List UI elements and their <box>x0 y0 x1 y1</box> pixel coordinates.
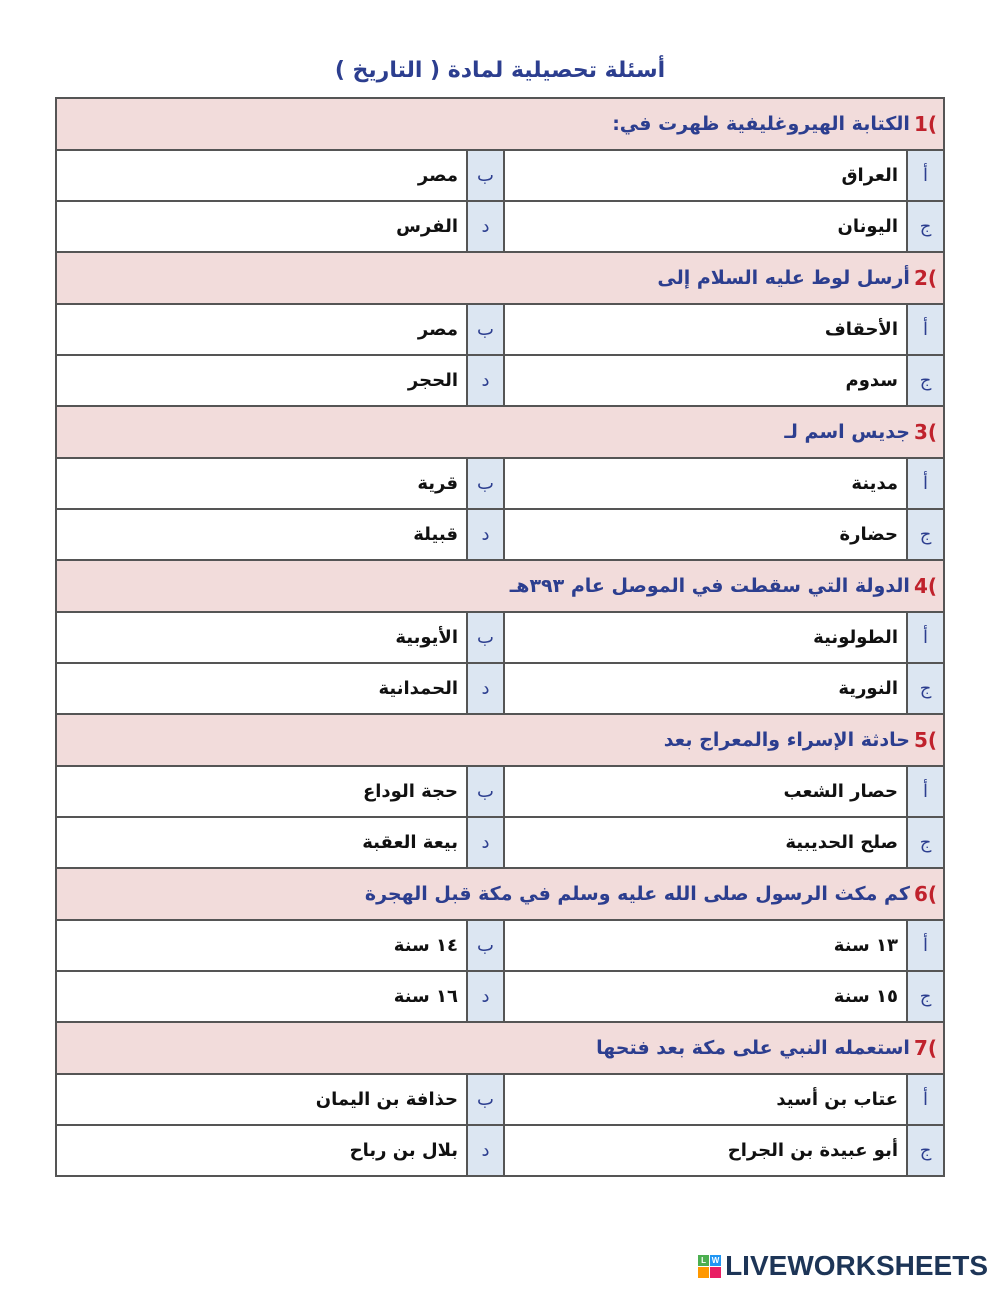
question-text: الكتابة الهيروغليفية ظهرت في: <box>612 113 910 135</box>
option-letter-c: ج <box>906 818 943 867</box>
options-row <box>57 305 943 356</box>
answer-option-c[interactable]: أبو عبيدة بن الجراح <box>503 1126 906 1175</box>
answer-option-c[interactable]: اليونان <box>503 202 906 251</box>
answer-option-a[interactable]: الأحقاف <box>503 305 906 354</box>
answer-option-b[interactable]: مصر <box>417 319 458 340</box>
option-letter-d: د <box>466 664 503 713</box>
answer-option-a[interactable]: عتاب بن أسيد <box>503 1075 906 1124</box>
options-row <box>57 356 943 407</box>
question-row <box>57 99 943 151</box>
answer-option-d[interactable]: بيعة العقبة <box>362 832 458 853</box>
options-row <box>57 972 943 1023</box>
option-letter-a: أ <box>906 767 943 816</box>
answer-option-c[interactable]: سدوم <box>503 356 906 405</box>
answer-option-b[interactable]: حجة الوداع <box>362 781 458 802</box>
question-text: كم مكث الرسول صلى الله عليه وسلم في مكة قبل الهجرة <box>364 883 910 905</box>
option-letter-d: د <box>466 356 503 405</box>
options-row <box>57 510 943 561</box>
answer-option-b[interactable]: الأيوبية <box>395 627 458 648</box>
question-text: أرسل لوط عليه السلام إلى <box>657 267 910 289</box>
options-row <box>57 1126 943 1175</box>
option-letter-b: ب <box>466 767 503 816</box>
option-letter-c: ج <box>906 510 943 559</box>
answer-option-d[interactable]: قبيلة <box>413 524 458 545</box>
options-row <box>57 664 943 715</box>
option-letter-b: ب <box>466 305 503 354</box>
option-letter-d: د <box>466 510 503 559</box>
options-row <box>57 767 943 818</box>
option-letter-d: د <box>466 818 503 867</box>
question-row <box>57 561 943 613</box>
question-number: 7( <box>913 1036 937 1060</box>
option-letter-c: ج <box>906 202 943 251</box>
option-letter-b: ب <box>466 1075 503 1124</box>
option-letter-c: ج <box>906 1126 943 1175</box>
option-letter-a: أ <box>906 1075 943 1124</box>
question-text: حادثة الإسراء والمعراج بعد <box>663 729 910 751</box>
page-title: أسئلة تحصيلية لمادة ( التاريخ ) <box>334 58 666 83</box>
quiz-table <box>55 97 945 1177</box>
option-letter-d: د <box>466 202 503 251</box>
answer-option-d[interactable]: ١٦ سنة <box>393 986 458 1007</box>
answer-option-a[interactable]: حصار الشعب <box>503 767 906 816</box>
liveworksheets-icon: L W <box>698 1255 721 1278</box>
option-letter-b: ب <box>466 921 503 970</box>
answer-option-d[interactable]: بلال بن رباح <box>349 1140 458 1161</box>
answer-option-c[interactable]: حضارة <box>503 510 906 559</box>
answer-option-a[interactable]: الطولونية <box>503 613 906 662</box>
answer-option-d[interactable]: الفرس <box>396 216 458 237</box>
question-number: 2( <box>913 266 937 290</box>
option-letter-b: ب <box>466 613 503 662</box>
question-text: استعمله النبي على مكة بعد فتحها <box>596 1037 910 1059</box>
question-row <box>57 1023 943 1075</box>
question-text: جديس اسم لـ <box>784 421 910 443</box>
option-letter-b: ب <box>466 151 503 200</box>
answer-option-d[interactable]: الحجر <box>407 370 458 391</box>
question-number: 5( <box>913 728 937 752</box>
answer-option-c[interactable]: النورية <box>503 664 906 713</box>
answer-option-b[interactable]: قرية <box>417 473 458 494</box>
question-number: 3( <box>913 420 937 444</box>
question-row <box>57 869 943 921</box>
option-letter-b: ب <box>466 459 503 508</box>
answer-option-c[interactable]: ١٥ سنة <box>503 972 906 1021</box>
option-letter-a: أ <box>906 305 943 354</box>
question-number: 4( <box>913 574 937 598</box>
options-row <box>57 1075 943 1126</box>
brand-name: LIVEWORKSHEETS <box>725 1250 988 1281</box>
question-row <box>57 407 943 459</box>
answer-option-a[interactable]: ١٣ سنة <box>503 921 906 970</box>
options-row <box>57 921 943 972</box>
options-row <box>57 202 943 253</box>
options-row <box>57 151 943 202</box>
answer-option-a[interactable]: مدينة <box>503 459 906 508</box>
question-number: 1( <box>913 112 937 136</box>
option-letter-d: د <box>466 1126 503 1175</box>
answer-option-b[interactable]: حذافة بن اليمان <box>315 1089 458 1110</box>
question-text: الدولة التي سقطت في الموصل عام ٣٩٣هـ <box>509 575 910 597</box>
question-row <box>57 253 943 305</box>
question-row <box>57 715 943 767</box>
question-number: 6( <box>913 882 937 906</box>
options-row <box>57 459 943 510</box>
option-letter-a: أ <box>906 613 943 662</box>
option-letter-c: ج <box>906 972 943 1021</box>
option-letter-c: ج <box>906 356 943 405</box>
options-row <box>57 818 943 869</box>
answer-option-b[interactable]: مصر <box>417 165 458 186</box>
option-letter-a: أ <box>906 151 943 200</box>
option-letter-a: أ <box>906 459 943 508</box>
option-letter-a: أ <box>906 921 943 970</box>
answer-option-c[interactable]: صلح الحديبية <box>503 818 906 867</box>
answer-option-d[interactable]: الحمدانية <box>378 678 458 699</box>
answer-option-a[interactable]: العراق <box>503 151 906 200</box>
option-letter-d: د <box>466 972 503 1021</box>
answer-option-b[interactable]: ١٤ سنة <box>393 935 458 956</box>
option-letter-c: ج <box>906 664 943 713</box>
liveworksheets-logo <box>698 1250 988 1282</box>
options-row <box>57 613 943 664</box>
